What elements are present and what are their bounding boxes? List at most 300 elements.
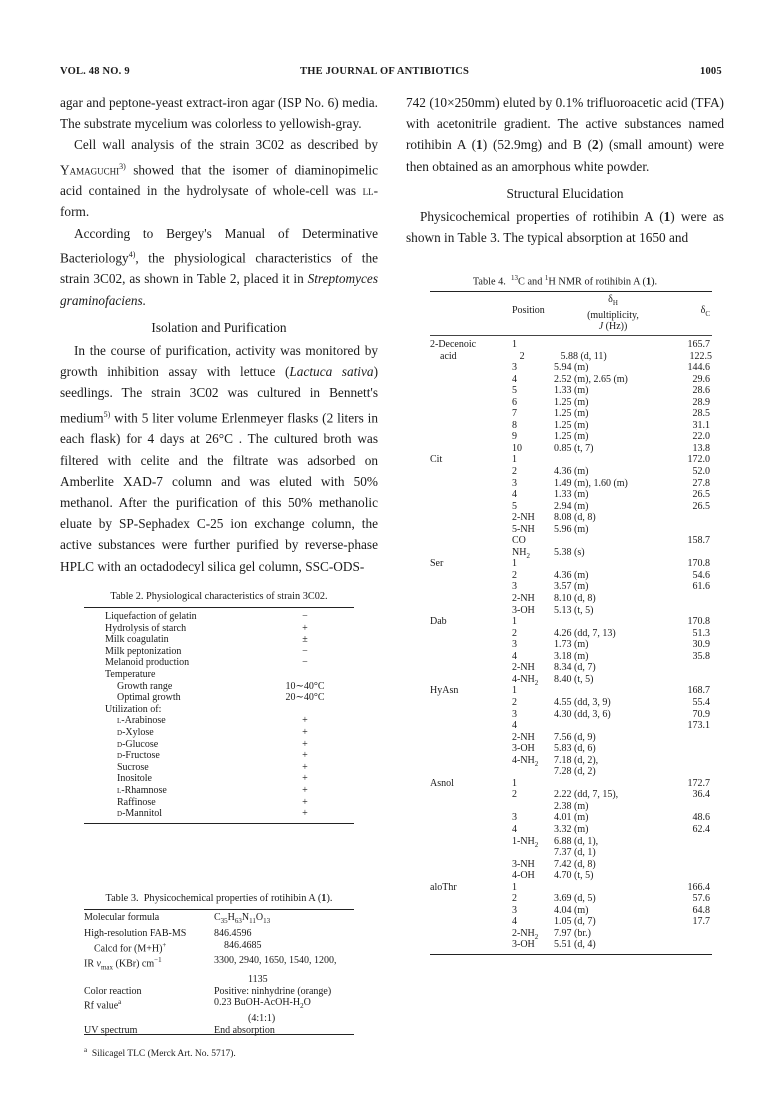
table4-row [430, 812, 712, 824]
table4-residue [430, 905, 512, 917]
table4 [430, 339, 712, 951]
table4-delta-c [672, 743, 710, 755]
table4-position: CO [512, 535, 526, 547]
table4-delta-c [672, 732, 710, 744]
table4-position: 5 [512, 385, 517, 397]
table4-delta-h [554, 558, 672, 570]
table4-delta-h: 4.70 (t, 5) [554, 870, 594, 882]
paragraph: Cell wall analysis of the strain 3C02 as described by Yamaguchi$^{3)}$ showed that the isomer of diaminopimelic acid contained in the hydrolysate of whole-cell was ll-form. [60, 137, 378, 220]
section-heading: Isolation and Purification [151, 319, 287, 335]
table4-delta-c: 28.9 [692, 396, 710, 408]
table4-row [430, 524, 712, 536]
table4-delta-h: 5.38 (s) [554, 546, 585, 558]
table2-row [105, 681, 335, 693]
table4-delta-c: 70.9 [692, 708, 710, 720]
table4-delta-h [554, 535, 672, 547]
table3-row [84, 1013, 354, 1025]
table4-delta-c: 22.0 [692, 431, 710, 443]
table4-row [430, 616, 712, 628]
table4-delta-c: 173.1 [687, 720, 710, 732]
table4-delta-c [672, 836, 710, 848]
table4-delta-h: 0.85 (t, 7) [554, 442, 594, 454]
table4-residue [430, 605, 512, 617]
table4-delta-h: 4.30 (dd, 3, 6) [554, 708, 611, 720]
table4-row [430, 893, 712, 905]
table4-residue [430, 720, 512, 732]
table3-row [84, 1025, 354, 1037]
table4-delta-c [672, 593, 710, 605]
table4-delta-h: 1.25 (m) [554, 396, 589, 408]
table4-residue [430, 801, 512, 813]
table4-delta-h: 4.01 (m) [554, 812, 589, 824]
table2-label: d-Fructose [117, 750, 160, 762]
col-h-label: (multiplicity, [587, 309, 639, 321]
table4-delta-c: 27.8 [692, 477, 710, 489]
table4-row [430, 939, 712, 951]
table4-delta-h: 2.94 (m) [554, 500, 589, 512]
table4-delta-h [554, 720, 672, 732]
table4-row [430, 859, 712, 871]
table4-delta-h: 3.18 (m) [554, 650, 589, 662]
table4-delta-h: 3.32 (m) [554, 823, 589, 835]
table4-delta-c: 158.7 [687, 535, 710, 547]
table2-value: − [302, 645, 308, 657]
table3-value: Positive: ninhydrine (orange) [214, 985, 332, 997]
table4-row [430, 628, 712, 640]
table4-position: 3 [512, 904, 517, 916]
table4-position: 2 [512, 466, 517, 478]
table4-row [430, 674, 712, 686]
table3-row [84, 997, 354, 1013]
table4-delta-h: 1.49 (m), 1.60 (m) [554, 477, 628, 489]
table4-residue: Cit [430, 454, 443, 466]
left-column-text [60, 92, 378, 577]
table4-delta-h: 4.26 (dd, 7, 13) [554, 627, 616, 639]
table4-delta-c: 26.5 [692, 500, 710, 512]
table4-row [430, 443, 712, 455]
table2-value: − [302, 611, 308, 622]
table4-residue [430, 408, 512, 420]
table2-row [105, 762, 335, 774]
table4-delta-h: 3.69 (d, 5) [554, 893, 596, 905]
paragraph: In the course of purification, activity was monitored by growth inhibition assay with lettuce (Lactuca sativa) seedlings. The strain 3C02 was cultured in Bennett's medium$^{5)}$ with 5 liter volume Erlenmeyer flasks (2 liters in each flask) for 4 days at 26°C . The cultured broth was filtered with celite and the filtrate was adsorbed on Amberlite XAD-7 column and was eluted with 50% methanol. After the purification of this 50% methanolic eluate by SP-Sephadex C-25 ion exchange column, the active substances were further purified by reverse-phase HPLC with an octadodecyl silica gel column, SSC-ODS- [60, 343, 378, 574]
table4-residue [430, 916, 512, 928]
table4-row [430, 362, 712, 374]
table2-value: + [302, 750, 308, 762]
table4-position: 2 [519, 350, 525, 362]
table4-position: 1 [512, 881, 517, 893]
table4-row [430, 570, 712, 582]
table4-residue [430, 570, 512, 582]
table3-row [84, 974, 354, 986]
table4-row [430, 755, 712, 767]
table4-delta-c: 52.0 [692, 466, 710, 478]
table4-row [430, 789, 712, 801]
table4-row [430, 709, 712, 721]
table4-position: 2-NH [512, 593, 535, 605]
table4-position: 4 [512, 489, 517, 501]
right-column-text [406, 92, 724, 248]
table4-row [430, 870, 712, 882]
table4-delta-h: 4.04 (m) [554, 904, 589, 916]
table4-position: 2 [512, 696, 517, 708]
table4-delta-h: 1.33 (m) [554, 385, 589, 397]
table4-row [430, 408, 712, 420]
table4-position: $1-NH_2$ [512, 835, 539, 849]
table4-residue [430, 859, 512, 871]
table2-value: + [302, 761, 308, 773]
table4-delta-h: 7.97 (br.) [554, 927, 591, 939]
table4-header [430, 294, 712, 333]
table4-position: 3 [512, 812, 517, 824]
table4-delta-c: 172.7 [687, 777, 710, 789]
table2-label: d-Mannitol [117, 808, 163, 820]
table4-row [430, 732, 712, 744]
table4-residue [430, 524, 512, 536]
table2-label: Milk peptonization [105, 645, 182, 657]
table4-residue [430, 478, 512, 490]
table4-row [430, 339, 712, 351]
table2-label: Liquefaction of gelatin [105, 611, 197, 622]
table2-value: 10∼40°C [285, 680, 325, 692]
table2-row [105, 623, 335, 635]
table4-delta-h: 6.88 (d, 1), [554, 835, 599, 847]
table4-row [430, 535, 712, 547]
table4-residue [430, 362, 512, 374]
table3-label [84, 1013, 214, 1025]
table2-row [105, 715, 335, 727]
table3-row [84, 955, 354, 974]
table4-delta-c: 166.4 [687, 881, 710, 893]
table4-position: 3-OH [512, 743, 535, 755]
table4-residue [430, 766, 512, 778]
table4-delta-c: 13.8 [692, 442, 710, 454]
table4-residue: aloThr [430, 881, 457, 893]
table2-row [105, 646, 335, 658]
table4-delta-c [672, 674, 710, 686]
table2-value: 20∼40°C [285, 692, 325, 704]
table2-caption: Table 2. Physiological characteristics of strain 3C02. [110, 591, 328, 602]
table2-row [105, 773, 335, 785]
table4-row [430, 836, 712, 848]
page-number: 1005 [700, 66, 722, 77]
table2-label: Melanoid production [105, 657, 190, 669]
table3-label [84, 974, 214, 986]
table4-bottom-rule [430, 954, 712, 955]
table2-row [105, 669, 335, 681]
table4-delta-h: 5.83 (d, 6) [554, 743, 596, 755]
table2-label: Raffinose [117, 796, 156, 808]
table2-row [105, 692, 335, 704]
table4-position: 8 [512, 419, 517, 431]
table4-row [430, 685, 712, 697]
table4-row [430, 501, 712, 513]
table4-position: 4 [512, 720, 517, 732]
table2-value: + [302, 738, 308, 750]
table4-row [430, 478, 712, 490]
table3 [84, 912, 354, 1037]
table4-delta-c: 61.6 [692, 581, 710, 593]
table4-top-rule [430, 291, 712, 292]
table4-delta-h [554, 778, 672, 790]
table4-position: 3 [512, 708, 517, 720]
table2-label: l-Arabinose [117, 715, 166, 727]
table4-delta-c: 144.6 [687, 362, 710, 374]
table3-value: 846.4596 [214, 927, 252, 939]
table4-row [430, 801, 712, 813]
table3-footnote: $^a$ Silicagel TLC (Merck Art. No. 5717). [84, 1046, 236, 1060]
table4-delta-h: 8.10 (d, 8) [554, 593, 596, 605]
table4-delta-c: 30.9 [692, 639, 710, 651]
table4-position: 5 [512, 500, 517, 512]
table4-row [430, 882, 712, 894]
table3-label: UV spectrum [84, 1025, 138, 1037]
table4-row [430, 351, 712, 363]
table4-delta-c: 31.1 [692, 419, 710, 431]
table4-delta-c: 28.5 [692, 408, 710, 420]
table4-row [430, 847, 712, 859]
table4-delta-h: 1.73 (m) [554, 639, 589, 651]
table4-delta-c: 51.3 [692, 627, 710, 639]
table4-delta-c [672, 755, 710, 767]
table4-delta-h [554, 339, 672, 351]
table4-residue [430, 662, 512, 674]
table4-delta-h [554, 454, 672, 466]
table4-delta-h: 1.25 (m) [554, 419, 589, 431]
table2-value: + [302, 773, 308, 785]
table4-position: 2-NH [512, 731, 535, 743]
table4-residue [430, 928, 512, 940]
table4-residue [430, 743, 512, 755]
table4-position: 1 [512, 339, 517, 350]
table4-row [430, 651, 712, 663]
table4-residue: Dab [430, 616, 447, 628]
table4-delta-c [672, 928, 710, 940]
table2-row [105, 704, 335, 716]
table4-row [430, 720, 712, 732]
table4-delta-c [672, 939, 710, 951]
table4-delta-h: 1.05 (d, 7) [554, 916, 596, 928]
table4-delta-c: 29.6 [692, 373, 710, 385]
table4-delta-h: 8.40 (t, 5) [554, 673, 594, 685]
table4-residue [430, 870, 512, 882]
table4-position: 4 [512, 373, 517, 385]
table2-value: + [302, 796, 308, 808]
table4-delta-c [672, 847, 710, 859]
table4-position: 3 [512, 639, 517, 651]
table2-label: d-Xylose [117, 726, 154, 738]
table2-value: + [302, 622, 308, 634]
table4-delta-h: 5.51 (d, 4) [554, 939, 596, 951]
table4-residue: acid [440, 350, 457, 362]
table4-delta-h: 7.42 (d, 8) [554, 858, 596, 870]
table2-label: l-Rhamnose [117, 784, 167, 796]
table4-residue [430, 939, 512, 951]
table4-delta-h: 7.28 (d, 2) [554, 766, 596, 778]
table4-residue: 2-Decenoic [430, 339, 477, 350]
table3-value: (4:1:1) [248, 1013, 276, 1025]
table3-label: IR $\nu_{max}$ (KBr) $cm^{-1}$ [84, 955, 162, 972]
table4-residue [430, 697, 512, 709]
table4-residue [430, 397, 512, 409]
table2-value: + [302, 726, 308, 738]
table4-residue [430, 593, 512, 605]
table4-position: 4 [512, 650, 517, 662]
table4-residue [430, 501, 512, 513]
table4-position: 1 [512, 777, 517, 789]
table4-residue [430, 893, 512, 905]
table4-header-rule [430, 335, 712, 336]
col-h-label2: J (Hz)) [598, 321, 628, 332]
table4-row [430, 581, 712, 593]
table4-row [430, 662, 712, 674]
table4-delta-c: 57.6 [692, 893, 710, 905]
table4-row [430, 743, 712, 755]
table4-position: 3-NH [512, 858, 535, 870]
table4-delta-c: 62.4 [692, 823, 710, 835]
table4-delta-h: 3.57 (m) [554, 581, 589, 593]
table4-delta-h [554, 882, 672, 894]
table4-delta-h: 1.25 (m) [554, 408, 589, 420]
table4-delta-h: 5.96 (m) [554, 523, 589, 535]
table4-row [430, 824, 712, 836]
table4-residue [430, 639, 512, 651]
table4-delta-h: 7.18 (d, 2), [554, 754, 599, 766]
table4-row [430, 454, 712, 466]
table4-row [430, 593, 712, 605]
table2-bottom-rule [84, 823, 354, 824]
table4-position: 2 [512, 893, 517, 905]
table4-delta-c [672, 524, 710, 536]
table4-position: 2 [512, 789, 517, 801]
table4-row [430, 466, 712, 478]
table4-delta-h: 1.25 (m) [554, 431, 589, 443]
table4-delta-c [672, 801, 710, 813]
table4-row [430, 766, 712, 778]
table4-residue [430, 628, 512, 640]
table4-delta-h: 2.22 (dd, 7, 15), [554, 789, 619, 801]
table4-position: 3 [512, 581, 517, 593]
table2-label: Hydrolysis of starch [105, 622, 187, 634]
table4-row [430, 778, 712, 790]
table4-residue [430, 489, 512, 501]
table3-value: 846.4685 [224, 939, 262, 951]
table4-delta-c: 55.4 [692, 696, 710, 708]
table4-position: 10 [512, 442, 522, 454]
table4-delta-c [672, 547, 710, 559]
table4-delta-c: 64.8 [692, 904, 710, 916]
table3-value: $C_{35}H_{63}N_{11}O_{13}$ [214, 912, 271, 925]
table2-row [105, 634, 335, 646]
table4-delta-c [672, 662, 710, 674]
table2-value: − [302, 657, 308, 669]
table4-residue [430, 674, 512, 686]
table2-label: Sucrose [117, 761, 149, 773]
table4-row [430, 905, 712, 917]
table4-delta-h: 7.37 (d, 1) [554, 847, 596, 859]
table4-row [430, 420, 712, 432]
table4-delta-h: 8.34 (d, 7) [554, 662, 596, 674]
table4-position: $2-NH_2$ [512, 927, 539, 941]
table4-delta-c: 17.7 [692, 916, 710, 928]
table4-residue [430, 535, 512, 547]
table4-delta-h: 4.55 (dd, 3, 9) [554, 696, 611, 708]
table4-delta-h: 5.94 (m) [554, 362, 589, 374]
col-c: $\delta_C$ [700, 305, 710, 318]
table3-caption: Table 3. Physicochemical properties of rotihibin A (1). [105, 893, 333, 904]
table4-row [430, 605, 712, 617]
table4-delta-h: 7.56 (d, 9) [554, 731, 596, 743]
table4-residue [430, 443, 512, 455]
table4-row [430, 547, 712, 559]
table4-position: 1 [512, 454, 517, 466]
table2-value: ± [302, 634, 308, 646]
table4-delta-h: 5.13 (t, 5) [554, 604, 594, 616]
table4-position: 1 [512, 685, 517, 697]
table4-residue [430, 824, 512, 836]
table4-delta-c: 172.0 [687, 454, 710, 466]
table4-position: 4 [512, 916, 517, 928]
table4-row [430, 374, 712, 386]
paragraph: According to Bergey's Manual of Determinative Bacteriology$^{4)}$, the physiological characteristics of the strain 3C02, as shown in Table 2, placed it in Streptomyces graminofaciens. [60, 225, 378, 308]
table4-delta-c: 54.6 [692, 569, 710, 581]
table2-label: Milk coagulatin [105, 634, 169, 646]
table4-delta-c: 122.5 [689, 350, 712, 362]
table4-delta-h: 4.36 (m) [554, 569, 589, 581]
table4-position: 3-OH [512, 604, 535, 616]
table4-position [512, 766, 554, 778]
table4-delta-c [672, 512, 710, 524]
table3-value: 3300, 2940, 1650, 1540, 1200, [214, 954, 337, 966]
table4-position: 9 [512, 431, 517, 443]
table4-delta-h [554, 685, 672, 697]
table4-position: 6 [512, 396, 517, 408]
table4-residue: Ser [430, 558, 444, 570]
table2-value [275, 704, 335, 716]
table2-value: + [302, 715, 308, 727]
table4-residue: HyAsn [430, 685, 459, 697]
journal-title: THE JOURNAL OF ANTIBIOTICS [300, 66, 470, 77]
table4-row [430, 489, 712, 501]
table2-label: d-Glucose [117, 738, 159, 750]
table4-residue [430, 512, 512, 524]
table2-row [105, 611, 335, 623]
table4-delta-c [672, 605, 710, 617]
table4-position: 3 [512, 362, 517, 374]
table2-row [105, 797, 335, 809]
table4-delta-c [672, 870, 710, 882]
table4-delta-c: 28.6 [692, 385, 710, 397]
section-heading: Structural Elucidation [506, 185, 624, 201]
table2-row [105, 727, 335, 739]
table4-residue [430, 789, 512, 801]
table4-delta-h: 4.36 (m) [554, 466, 589, 478]
table4-position: 1 [512, 616, 517, 628]
table2-row [105, 808, 335, 820]
table3-value: 1135 [248, 973, 268, 985]
table4-residue [430, 836, 512, 848]
table4-row [430, 639, 712, 651]
table4-position: 4 [512, 823, 517, 835]
table4-residue [430, 651, 512, 663]
table4-position [512, 847, 554, 859]
table2-label: Utilization of: [105, 703, 162, 715]
table4-delta-h: 2.52 (m), 2.65 (m) [554, 373, 628, 385]
table4-residue [430, 709, 512, 721]
table4-residue [430, 755, 512, 767]
table4-row [430, 697, 712, 709]
table4-residue: Asnol [430, 777, 454, 789]
